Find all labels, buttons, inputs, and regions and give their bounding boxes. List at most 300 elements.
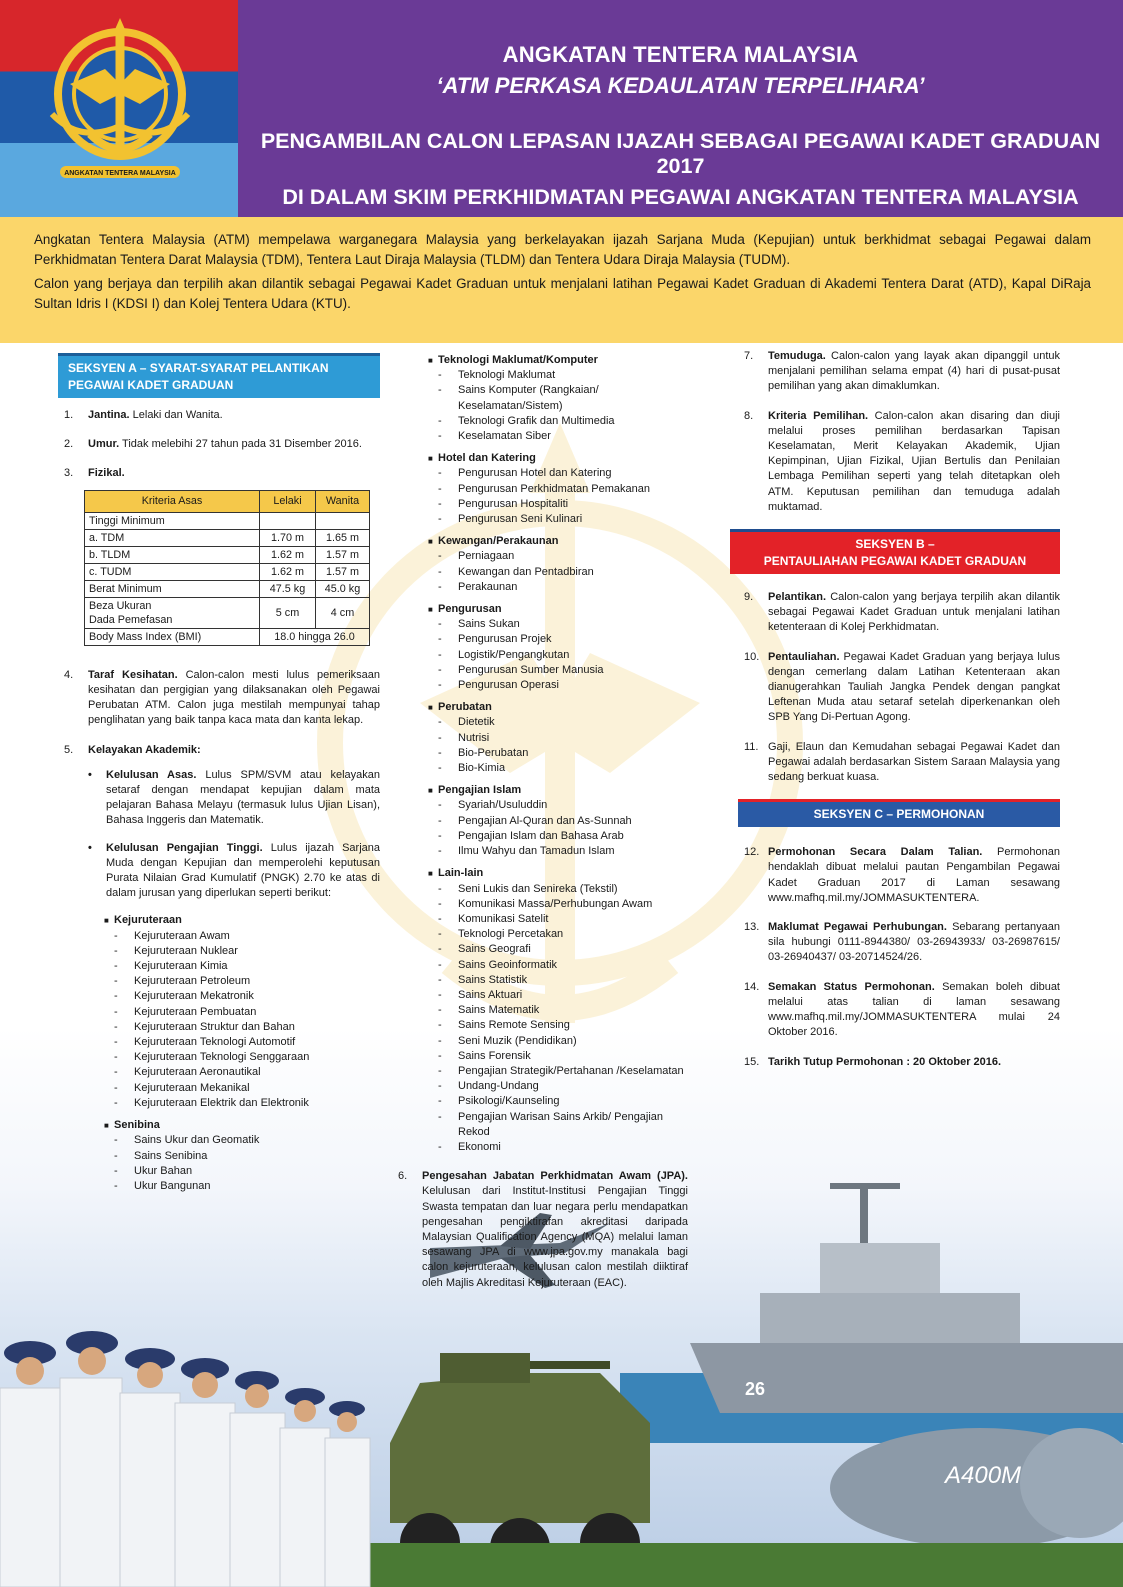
item-number: 2. (64, 438, 74, 451)
field-list-item (438, 617, 688, 632)
group-title: Pengajian Islam (438, 784, 522, 797)
item-text: Calon-calon mesti lulus pemeriksaan kesihatan dan pergigian yang dilaksanakan oleh Pegawai Perubatan ATM. Calon juga mestilah mempunyai tahap penglihatan yang baik tanpa kaca mata dan kanta lekap. (88, 668, 380, 727)
field-list (104, 1133, 380, 1194)
dash-bullet-icon: - (438, 1095, 442, 1108)
item-number: 6. (398, 1170, 408, 1183)
section-c-header: SEKSYEN C – PERMOHONAN (738, 799, 1060, 827)
svg-text:ANGKATAN TENTERA MALAYSIA: ANGKATAN TENTERA MALAYSIA (64, 170, 176, 177)
field-list-text: Undang-Undang (458, 1080, 539, 1093)
table-cell: 1.70 m (260, 529, 316, 546)
field-list-text: Seni Muzik (Pendidikan) (458, 1034, 577, 1047)
field-list-text: Perakaunan (458, 580, 518, 593)
table-row (85, 546, 370, 563)
soldiers-parade-icon (0, 1331, 370, 1587)
field-list-item (114, 974, 380, 989)
main-title-line-2: DI DALAM SKIM PERKHIDMATAN PEGAWAI ANGKATAN TENTERA MALAYSIA (282, 185, 1079, 209)
field-list-text: Kejuruteraan Petroleum (134, 975, 251, 988)
group-title: Kewangan/Perakaunan (438, 535, 559, 548)
field-list-text: Pengurusan Hospitaliti (458, 497, 569, 510)
field-list-item (114, 1164, 380, 1179)
table-cell-line: Beza Ukuran (89, 599, 152, 612)
group-title: Senibina (114, 1119, 160, 1132)
item-label: Pelantikan. (768, 591, 827, 604)
field-list-item (438, 731, 688, 746)
field-list-item (438, 958, 688, 973)
field-list-text: Pengurusan Perkhidmatan Pemakanan (458, 482, 651, 495)
dash-bullet-icon: - (438, 580, 442, 593)
item-number: 9. (744, 591, 754, 604)
header (0, 0, 1123, 217)
field-list (428, 466, 688, 527)
field-list-item (438, 1003, 688, 1018)
field-list-item (438, 565, 688, 580)
item-number: 14. (744, 980, 760, 993)
field-list-text: Ukur Bangunan (134, 1179, 211, 1192)
field-group-others (428, 866, 688, 1155)
org-title: ANGKATAN TENTERA MALAYSIA (502, 42, 859, 67)
dash-bullet-icon: - (438, 1080, 442, 1093)
dash-bullet-icon: - (438, 648, 442, 661)
field-list-item (438, 1140, 688, 1155)
item-number: 13. (744, 921, 760, 934)
field-list-text: Kejuruteraan Aeronautikal (134, 1066, 261, 1079)
field-list-item (438, 973, 688, 988)
field-group-management (428, 602, 688, 693)
field-list-item (114, 1179, 380, 1194)
item-11 (738, 740, 1060, 786)
square-bullet-icon: ■ (428, 869, 433, 879)
title-panel (238, 0, 1123, 217)
field-list-text: Komunikasi Satelit (458, 912, 549, 925)
table-cell: a. TDM (85, 529, 260, 546)
section-b-title-line-2: PENTAULIAHAN PEGAWAI KADET GRADUAN (763, 554, 1027, 569)
table-cell: 45.0 kg (316, 580, 370, 597)
table-cell: 1.57 m (316, 563, 370, 580)
field-list-text: Pengurusan Operasi (458, 679, 559, 692)
table-header: Lelaki (260, 490, 316, 512)
item-label: Pentauliahan. (768, 650, 840, 663)
table-row (85, 529, 370, 546)
field-list-text: Kejuruteraan Mekanikal (134, 1081, 250, 1094)
field-list-item (438, 414, 688, 429)
dash-bullet-icon: - (438, 1110, 442, 1123)
table-cell: 1.65 m (316, 529, 370, 546)
field-group-it (428, 353, 688, 444)
field-list-item (114, 929, 380, 944)
field-list-text: Psikologi/Kaunseling (458, 1095, 560, 1108)
square-bullet-icon: ■ (428, 703, 433, 713)
field-list-text: Sains Geografi (458, 943, 531, 956)
field-list-item (438, 715, 688, 730)
table-row (85, 580, 370, 597)
item-text: Kelulusan dari Institut-Institusi Pengajian Tinggi Swasta tempatan dan luar negara perlu mendapatkan pengesahan pengiktirafan akreditasi daripada Malaysian Qualification Agency (MQA) melalui laman sesawang JPA di www.jpa.gov.my manakala bagi calon kejuruteraan, kelulusan calon mestilah diiktiraf oleh Majlis Akreditasi Kejuruteraan (EAC). (422, 1185, 688, 1289)
flag-panel (0, 0, 238, 217)
dash-bullet-icon: - (114, 1066, 118, 1079)
dash-bullet-icon: - (114, 1096, 118, 1109)
field-list (104, 929, 380, 1111)
table-row (85, 563, 370, 580)
item-number: 11. (744, 740, 759, 753)
item-label: Pengesahan Jabatan Perkhidmatan Awam (JPA). (422, 1170, 688, 1183)
dash-bullet-icon: - (438, 1019, 442, 1032)
field-list-item (114, 989, 380, 1004)
field-list (428, 617, 688, 693)
field-list-item (114, 1050, 380, 1065)
bullet-text: Lulus SPM/SVM atau kelayakan setaraf dengan mendapat kepujian dalam mata pelajaran Bahasa Melayu (termasuk lulus Ujian Lisan), Bahasa Inggeris dan Matematik. (106, 768, 380, 827)
item-13 (738, 920, 1060, 966)
field-list-text: Pengajian Al-Quran dan As-Sunnah (458, 814, 632, 827)
field-list-text: Pengajian Strategik/Pertahanan /Keselamatan (458, 1064, 684, 1077)
field-list-text: Pengurusan Projek (458, 633, 552, 646)
field-list-text: Sains Geoinformatik (458, 958, 558, 971)
field-group-islamic (428, 783, 688, 859)
field-list-text: Pengajian Warisan Sains Arkib/ Pengajian Rekod (458, 1110, 664, 1138)
field-list-text: Pengurusan Seni Kulinari (458, 513, 583, 526)
item-number: 4. (64, 668, 74, 681)
field-list-item (114, 1096, 380, 1111)
field-list-item (438, 927, 688, 942)
dash-bullet-icon: - (438, 845, 442, 858)
field-list-text: Teknologi Percetakan (458, 928, 564, 941)
table-cell: Tinggi Minimum (85, 512, 260, 529)
intro-paragraph-1: Angkatan Tentera Malaysia (ATM) mempelawa warganegara Malaysia yang berkelayakan ijazah Sarjana Muda (Kepujian) untuk berkhidmat sebagai Pegawai dalam Perkhidmatan Tentera Darat Malaysia (TDM), Tentera Laut Diraja Malaysia (TLDM) dan Tentera Udara Diraja Malaysia (TUDM). (34, 232, 1091, 267)
group-title: Kejuruteraan (114, 914, 182, 927)
item-10 (738, 650, 1060, 726)
square-bullet-icon: ■ (104, 916, 109, 926)
field-list-item (114, 1149, 380, 1164)
dash-bullet-icon: - (438, 1004, 442, 1017)
dash-bullet-icon: - (114, 990, 118, 1003)
item-label: Fizikal. (88, 467, 125, 480)
dash-bullet-icon: - (438, 467, 442, 480)
field-list-item (438, 882, 688, 897)
field-list-text: Sains Sukan (458, 618, 520, 631)
motto: ‘ATM PERKASA KEDAULATAN TERPELIHARA’ (436, 73, 925, 98)
field-list-text: Sains Forensik (458, 1049, 531, 1062)
warship-icon (690, 1183, 1123, 1413)
field-list-item (438, 1034, 688, 1049)
field-list-item (438, 663, 688, 678)
bullet-icon: • (88, 841, 92, 854)
field-list-item (438, 1064, 688, 1079)
table-row (85, 628, 370, 645)
dash-bullet-icon: - (438, 482, 442, 495)
item-text: Pegawai Kadet Graduan yang berjaya lulus dengan cemerlang dalam Latihan Ketenteraan akan dianugerahkan Tauliah Jangka Pendek dengan pangkat Leftenan Muda atau setaraf setelah diperkenankan oleh SPB Yang Di-Pertuan Agong. (768, 650, 1060, 724)
bullet-label: Kelulusan Pengajian Tinggi. (106, 841, 263, 854)
square-bullet-icon: ■ (428, 786, 433, 796)
item-4 (58, 668, 380, 729)
dash-bullet-icon: - (438, 731, 442, 744)
column-sections-b-c (738, 349, 1060, 1084)
dash-bullet-icon: - (438, 1034, 442, 1047)
table-cell: Berat Minimum (85, 580, 260, 597)
closing-date: Tarikh Tutup Permohonan : 20 Oktober 2016. (768, 1055, 1002, 1068)
item-number: 10. (744, 650, 760, 663)
field-list (428, 882, 688, 1156)
dash-bullet-icon: - (114, 960, 118, 973)
item-text: Calon-calon yang layak akan dipanggil untuk menjalani pemilihan selama empat (4) hari di pusat-pusat pemilihan yang akan dimaklumkan. (768, 350, 1060, 393)
item-text: Sebarang pertanyaan sila hubungi 0111-8944380/ 03-26943933/ 03-26987615/ 03-26940437/ 03-20714524/26. (768, 921, 1060, 964)
field-list-text: Dietetik (458, 716, 495, 729)
column-section-a (58, 353, 380, 1201)
field-list-text: Syariah/Usuluddin (458, 799, 548, 812)
field-list-text: Kejuruteraan Teknologi Senggaraan (134, 1051, 310, 1064)
field-list-text: Seni Lukis dan Senireka (Tekstil) (458, 882, 618, 895)
table-cell: 1.57 m (316, 546, 370, 563)
dash-bullet-icon: - (438, 912, 442, 925)
dash-bullet-icon: - (114, 1149, 118, 1162)
section-b-title-line-1: SEKSYEN B – (855, 537, 935, 552)
field-list-text: Kejuruteraan Kimia (134, 960, 228, 973)
dash-bullet-icon: - (114, 1081, 118, 1094)
item-7 (738, 349, 1060, 395)
item-number: 12. (744, 846, 760, 859)
item-12 (738, 845, 1060, 906)
transport-aircraft-icon (830, 1428, 1123, 1548)
item-number: 1. (64, 409, 74, 421)
table-cell: 4 cm (316, 597, 370, 628)
dash-bullet-icon: - (114, 944, 118, 957)
field-list-text: Sains Statistik (458, 973, 528, 986)
field-list-item (438, 1018, 688, 1033)
table-cell: 18.0 hingga 26.0 (260, 628, 370, 645)
item-label: Kelayakan Akademik: (88, 743, 201, 756)
field-list (428, 798, 688, 859)
dash-bullet-icon: - (438, 762, 442, 775)
field-list-text: Komunikasi Massa/Perhubungan Awam (458, 897, 653, 910)
item-text: Permohonan hendaklah dibuat melalui pautan Pengambilan Pegawai Kadet Graduan 2017 di Laman sesawang www.mafhq.mil.my/JOMMASUKTENTERA. (768, 846, 1061, 904)
field-list-item (438, 368, 688, 383)
dash-bullet-icon: - (114, 1179, 118, 1192)
field-list-item (438, 512, 688, 527)
square-bullet-icon: ■ (104, 1121, 109, 1131)
square-bullet-icon: ■ (428, 605, 433, 615)
main-title-line-1: PENGAMBILAN CALON LEPASAN IJAZAH SEBAGAI PEGAWAI KADET GRADUAN 2017 (260, 129, 1101, 178)
field-list-item (438, 844, 688, 859)
field-list-item (438, 1049, 688, 1064)
field-list-item (114, 1133, 380, 1148)
item-number: 8. (744, 409, 754, 422)
section-a-header: SEKSYEN A – SYARAT-SYARAT PELANTIKAN PEGAWAI KADET GRADUAN (58, 353, 380, 398)
field-list-item (438, 648, 688, 663)
item-9 (738, 590, 1060, 636)
item-number: 3. (64, 467, 74, 480)
dash-bullet-icon: - (114, 1134, 118, 1147)
dash-bullet-icon: - (438, 633, 442, 646)
field-list-item (438, 580, 688, 595)
table-cell: Body Mass Index (BMI) (85, 628, 260, 645)
dash-bullet-icon: - (438, 829, 442, 842)
field-list-item (114, 944, 380, 959)
dash-bullet-icon: - (438, 1064, 442, 1077)
square-bullet-icon: ■ (428, 454, 433, 464)
field-group-engineering (104, 913, 380, 1111)
dash-bullet-icon: - (114, 1051, 118, 1064)
aircraft-label: A400M (945, 1462, 1022, 1489)
field-list-text: Ukur Bahan (134, 1164, 193, 1177)
item-text: Calon-calon yang berjaya terpilih akan dilantik sebagai Pegawai Kadet Graduan untuk menjalani latihan ketenteraan di Kolej Perkhidmatan. (768, 591, 1060, 634)
item-number: 5. (64, 743, 74, 756)
dash-bullet-icon: - (438, 814, 442, 827)
field-list-text: Bio-Perubatan (458, 746, 529, 759)
group-title: Pengurusan (438, 603, 502, 616)
atm-crest-icon (30, 14, 210, 204)
field-list-item (438, 942, 688, 957)
table-cell: 1.62 m (260, 563, 316, 580)
field-list-item (114, 1081, 380, 1096)
table-cell: c. TUDM (85, 563, 260, 580)
square-bullet-icon: ■ (428, 537, 433, 547)
group-title: Hotel dan Katering (438, 452, 536, 465)
dash-bullet-icon: - (438, 943, 442, 956)
dash-bullet-icon: - (438, 988, 442, 1001)
field-list-text: Sains Senibina (134, 1149, 208, 1162)
field-group-finance (428, 534, 688, 595)
field-list-item (438, 482, 688, 497)
item-15 (738, 1055, 1060, 1070)
item-1 (58, 408, 380, 423)
body-area (0, 343, 1123, 1587)
group-title: Perubatan (438, 701, 492, 714)
table-row (85, 512, 370, 529)
item-6 (392, 1169, 688, 1291)
field-list-text: Bio-Kimia (458, 762, 506, 775)
field-list-text: Kejuruteraan Teknologi Automotif (134, 1036, 296, 1049)
field-list-item (438, 761, 688, 776)
item-8 (738, 409, 1060, 515)
item-text: Lelaki dan Wanita. (129, 409, 223, 421)
field-list-text: Keselamatan Siber (458, 430, 551, 443)
field-list-text: Sains Aktuari (458, 988, 523, 1001)
item-label: Jantina. (88, 409, 130, 421)
dash-bullet-icon: - (438, 746, 442, 759)
dash-bullet-icon: - (114, 929, 118, 942)
field-list-text: Nutrisi (458, 731, 490, 744)
dash-bullet-icon: - (114, 1164, 118, 1177)
field-list-item (438, 814, 688, 829)
field-list-item (114, 959, 380, 974)
item-5 (58, 743, 380, 758)
table-cell: 5 cm (260, 597, 316, 628)
field-list-text: Sains Remote Sensing (458, 1019, 570, 1032)
field-list-text: Sains Ukur dan Geomatik (134, 1134, 260, 1147)
dash-bullet-icon: - (114, 1005, 118, 1018)
field-list-item (438, 746, 688, 761)
field-list-item (438, 497, 688, 512)
field-group-architecture (104, 1118, 380, 1194)
field-list-item (438, 466, 688, 481)
dash-bullet-icon: - (438, 369, 442, 382)
item-text: Gaji, Elaun dan Kemudahan sebagai Pegawai Kadet dan Pegawai adalah berdasarkan Sistem Saraan Malaysia yang sedang berkuat kuasa. (768, 740, 1060, 784)
field-list-item (114, 1065, 380, 1080)
field-group-hotel (428, 451, 688, 527)
field-list-item (438, 429, 688, 444)
item-label: Kriteria Pemilihan. (768, 409, 869, 422)
field-list-item (114, 1020, 380, 1035)
field-list-text: Pengajian Islam dan Bahasa Arab (458, 829, 624, 842)
field-group-medicine (428, 700, 688, 776)
field-list-text: Kejuruteraan Nuklear (134, 944, 238, 957)
dash-bullet-icon: - (438, 716, 442, 729)
item-label: Umur. (88, 438, 120, 451)
dash-bullet-icon: - (438, 550, 442, 563)
field-list-text: Pengurusan Sumber Manusia (458, 663, 604, 676)
table-cell: 47.5 kg (260, 580, 316, 597)
field-list-text: Sains Komputer (Rangkaian/ Keselamatan/Sistem) (458, 384, 599, 412)
bullet-text: Lulus ijazah Sarjana Muda dengan Kepujian dan memperolehi keputusan Purata Nilaian Grad Kumulatif (PNGK) 2.70 ke atas di dalam jurusan yang diperlukan seperti berikut: (106, 841, 380, 900)
dash-bullet-icon: - (438, 679, 442, 692)
dash-bullet-icon: - (438, 414, 442, 427)
table-header: Wanita (316, 490, 370, 512)
field-list-item (438, 829, 688, 844)
dash-bullet-icon: - (438, 497, 442, 510)
dash-bullet-icon: - (438, 1140, 442, 1153)
dash-bullet-icon: - (438, 430, 442, 443)
dash-bullet-icon: - (438, 565, 442, 578)
dash-bullet-icon: - (438, 384, 442, 397)
dash-bullet-icon: - (438, 897, 442, 910)
dash-bullet-icon: - (438, 928, 442, 941)
dash-bullet-icon: - (438, 513, 442, 526)
physical-criteria-table (84, 490, 370, 646)
table-cell: b. TLDM (85, 546, 260, 563)
item-text: Tidak melebihi 27 tahun pada 31 Disember 2016. (119, 438, 362, 451)
item-number: 7. (744, 350, 754, 362)
item-2 (58, 437, 380, 452)
group-title: Teknologi Maklumat/Komputer (438, 354, 598, 366)
item-label: Maklumat Pegawai Perhubungan. (768, 921, 947, 934)
section-b-header (730, 529, 1060, 574)
field-list-item (438, 549, 688, 564)
field-list-text: Ekonomi (458, 1140, 501, 1153)
field-list (428, 368, 688, 444)
square-bullet-icon: ■ (428, 356, 433, 365)
dash-bullet-icon: - (438, 663, 442, 676)
field-list-item (438, 678, 688, 693)
item-text: Calon-calon akan disaring dan diuji melalui proses pemilihan berdasarkan Tapisan Keselamatan, Merit Kelayakan Akademik, Ujian Kepimpinan, Ujian Fizikal, Ujian Bertulis dan Penilaian Lembaga Pemilihan seperti yang telah ditetapkan oleh ATM. Keputusan pemilihan dan temuduga adalah muktamad. (768, 409, 1060, 513)
dash-bullet-icon: - (438, 799, 442, 812)
field-list (428, 715, 688, 776)
item-label: Taraf Kesihatan. (88, 668, 178, 681)
field-list-item (438, 1094, 688, 1109)
item-14 (738, 980, 1060, 1041)
dash-bullet-icon: - (114, 975, 118, 988)
field-list-text: Kejuruteraan Elektrik dan Elektronik (134, 1096, 309, 1109)
dash-bullet-icon: - (438, 973, 442, 986)
group-title: Lain-lain (438, 867, 484, 880)
field-list-item (438, 1079, 688, 1094)
dash-bullet-icon: - (438, 958, 442, 971)
field-list-item (114, 1005, 380, 1020)
field-list-text: Teknologi Maklumat (458, 369, 556, 382)
field-list-item (438, 897, 688, 912)
intro-paragraph-2: Calon yang berjaya dan terpilih akan dilantik sebagai Pegawai Kadet Graduan untuk menjalani latihan Pegawai Kadet Graduan di Akademi Tentera Darat (ATD), Kapal DiRaja Sultan Idris I (KDSI I) dan Kolej Tentera Udara (KTU). (34, 276, 1091, 311)
field-list (428, 549, 688, 595)
field-list-item (438, 1110, 688, 1140)
field-list-item (438, 632, 688, 647)
field-list-text: Kejuruteraan Struktur dan Bahan (134, 1020, 295, 1033)
item-label: Semakan Status Permohonan. (768, 980, 935, 993)
item-number: 15. (744, 1055, 760, 1068)
dash-bullet-icon: - (114, 1020, 118, 1033)
field-list-item (438, 912, 688, 927)
field-list-item (438, 988, 688, 1003)
dash-bullet-icon: - (114, 1036, 118, 1049)
dash-bullet-icon: - (438, 618, 442, 631)
field-list-text: Kewangan dan Pentadbiran (458, 565, 594, 578)
field-list-text: Kejuruteraan Awam (134, 929, 230, 942)
field-list-item (114, 1035, 380, 1050)
